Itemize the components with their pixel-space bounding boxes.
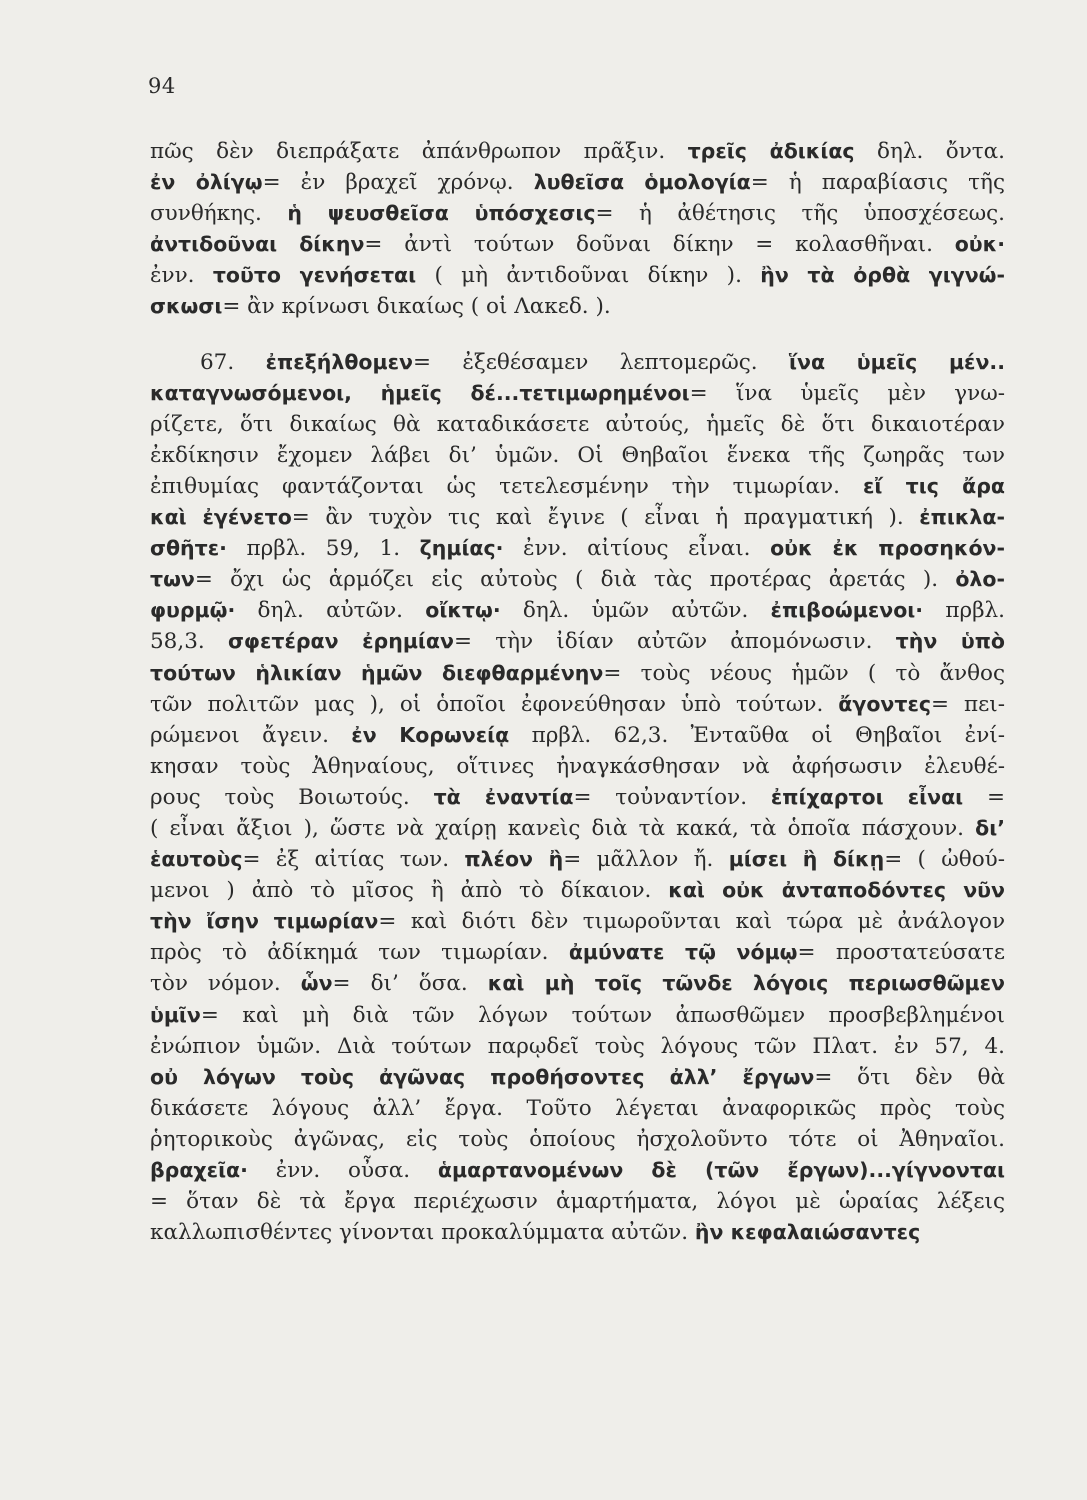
text-line bbox=[150, 136, 1005, 167]
text-line bbox=[150, 1062, 1005, 1093]
lemma-term: ἄγοντες bbox=[838, 691, 932, 716]
text-line bbox=[150, 1186, 1005, 1217]
line-text: δηλ. ὄντα. bbox=[854, 139, 1006, 164]
page-number: 94 bbox=[148, 74, 176, 98]
line-text: = ὅτι δὲν θὰ bbox=[814, 1064, 1005, 1090]
text-line bbox=[150, 968, 1005, 999]
lemma-term: καὶ οὐκ ἀνταποδόντες νῦν bbox=[668, 878, 1005, 903]
line-text: ρους τοὺς Βοιωτούς. bbox=[150, 784, 434, 810]
line-text: = ὄχι ὡς ἁρμόζει εἰς αὐτοὺς ( διὰ τὰς προτέρας ἀρετάς ). bbox=[194, 567, 956, 593]
line-text: = ἐξ αἰτίας των. bbox=[242, 847, 465, 873]
line-text: μενοι ) ἀπὸ τὸ μῖσος ἢ ἀπὸ τὸ δίκαιον. bbox=[150, 878, 669, 904]
text-line bbox=[150, 229, 1005, 260]
lemma-term: ἐπιβοώμενοι· bbox=[770, 598, 924, 623]
line-text: = ἂν κρίνωσι δικαίως ( οἱ Λακεδ. ). bbox=[222, 294, 611, 320]
line-text: κησαν τοὺς Ἀθηναίους, οἵτινες ἠναγκάσθησαν νὰ ἀφήσωσιν ἐλευθέ- bbox=[150, 753, 1005, 779]
line-text: δηλ. ὑμῶν αὐτῶν. bbox=[500, 598, 771, 624]
line-text: ἐπιθυμίας φαντάζονται ὡς τετελεσμένην τὴν τιμωρίαν. bbox=[150, 473, 863, 499]
lemma-term: ἵνα ὑμεῖς μέν.. bbox=[789, 349, 1006, 374]
line-text: = ἵνα ὑμεῖς μὲν γνω- bbox=[689, 380, 1005, 406]
text-line bbox=[150, 1000, 1005, 1031]
text-line bbox=[150, 291, 1005, 322]
lemma-term: τούτων ἡλικίαν ἡμῶν διεφθαρμένην bbox=[150, 660, 604, 685]
line-text: ( μὴ ἀντιδοῦναι δίκην ). bbox=[416, 263, 761, 289]
text-line bbox=[150, 1124, 1005, 1155]
text-line bbox=[150, 658, 1005, 689]
text-line bbox=[150, 689, 1005, 720]
commentary-text bbox=[150, 136, 1005, 1248]
lemma-term: τοῦτο γενήσεται bbox=[212, 263, 417, 288]
lemma-term: σκωσι bbox=[150, 294, 223, 319]
line-text: = τὴν ἰδίαν αὐτῶν ἀπομόνωσιν. bbox=[453, 629, 896, 655]
text-line bbox=[150, 751, 1005, 782]
line-text: ρώμενοι ἄγειν. bbox=[150, 722, 352, 748]
lemma-term: ἐν ὀλίγῳ bbox=[150, 170, 263, 195]
text-line bbox=[150, 1031, 1005, 1062]
line-text: ἐνν. αἰτίους εἶναι. bbox=[503, 536, 771, 562]
line-text: δηλ. αὐτῶν. bbox=[235, 598, 426, 624]
lemma-term: καὶ ἐγένετο bbox=[150, 505, 292, 530]
line-text: = ( ὠθού- bbox=[884, 847, 1005, 873]
lemma-term: των bbox=[150, 567, 195, 592]
line-text: = bbox=[963, 784, 1005, 810]
line-text: = ἡ παραβίασις τῆς bbox=[750, 170, 1005, 196]
lemma-term: βραχεῖα· bbox=[150, 1158, 248, 1182]
text-line bbox=[150, 1217, 1005, 1248]
lemma-term: ὧν bbox=[300, 971, 333, 996]
text-line bbox=[150, 937, 1005, 968]
lemma-term: καὶ μὴ τοῖς τῶνδε λόγοις περιωσθῶμεν bbox=[487, 971, 1005, 996]
line-text: ῥητορικοὺς ἀγῶνας, εἰς τοὺς ὁποίους ἠσχολοῦντο τότε οἱ Ἀθηναῖοι. bbox=[150, 1126, 1005, 1152]
lemma-term: ἐν Κορωνείᾳ bbox=[351, 722, 510, 747]
lemma-term: τὴν ὑπὸ bbox=[895, 629, 1005, 654]
line-text: ἐκδίκησιν ἔχομεν λάβει δι’ ὑμῶν. Οἱ Θηβαῖοι ἕνεκα τῆς ζωηρᾶς των bbox=[150, 442, 1005, 468]
line-text: = ἐν βραχεῖ χρόνῳ. bbox=[262, 170, 534, 196]
paragraph-gap bbox=[150, 323, 1005, 347]
lemma-term: μίσει ἢ δίκῃ bbox=[728, 847, 885, 872]
lemma-term: σθῆτε· bbox=[150, 536, 227, 561]
paragraph-2 bbox=[150, 347, 1005, 1249]
line-text: = καὶ διότι δὲν τιμωροῦνται καὶ τώρα μὲ ἀνάλογον bbox=[378, 909, 1006, 935]
line-text: δικάσετε λόγους ἀλλ’ ἔργα. Τοῦτο λέγεται ἀναφορικῶς πρὸς τοὺς bbox=[150, 1095, 1005, 1121]
text-line bbox=[150, 1093, 1005, 1124]
text-line bbox=[150, 720, 1005, 751]
text-line bbox=[150, 844, 1005, 875]
text-line bbox=[150, 440, 1005, 471]
line-text: ἐνν. bbox=[150, 263, 213, 289]
line-text: πῶς δὲν διεπράξατε ἀπάνθρωπον πρᾶξιν. bbox=[150, 139, 688, 164]
text-line bbox=[150, 471, 1005, 502]
text-line bbox=[150, 533, 1005, 564]
lemma-term: λυθεῖσα ὁμολογία bbox=[533, 170, 751, 195]
text-line bbox=[150, 782, 1005, 813]
line-text: = προστατεύσατε bbox=[797, 940, 1005, 966]
line-text: τῶν πολιτῶν μας ), οἱ ὁποῖοι ἐφονεύθησαν ὑπὸ τούτων. bbox=[150, 691, 839, 717]
lemma-term: ὀλο- bbox=[955, 567, 1005, 592]
text-line bbox=[150, 906, 1005, 937]
text-line bbox=[150, 378, 1005, 409]
lemma-term: ἑαυτοὺς bbox=[150, 847, 243, 872]
line-text: τὸν νόμον. bbox=[150, 971, 301, 997]
lemma-term: ὑμῖν bbox=[150, 1002, 201, 1027]
line-text: = μᾶλλον ἤ. bbox=[563, 847, 729, 873]
lemma-term: ἡ ψευσθεῖσα ὑπόσχεσις bbox=[287, 201, 596, 226]
text-line bbox=[150, 409, 1005, 440]
lemma-term: ἀμύνατε τῷ νόμῳ bbox=[568, 940, 798, 965]
lemma-term: σφετέραν ἐρημίαν bbox=[227, 629, 454, 654]
lemma-term: καταγνωσόμενοι, ἡμεῖς δέ...τετιμωρημένοι bbox=[150, 380, 690, 405]
line-text: ἐνν. οὖσα. bbox=[247, 1158, 438, 1183]
line-text: 58,3. bbox=[150, 629, 228, 655]
line-text: = ἂν τυχὸν τις καὶ ἔγινε ( εἶναι ἡ πραγματική ). bbox=[291, 505, 920, 531]
text-line bbox=[150, 595, 1005, 626]
line-text: συνθήκης. bbox=[150, 201, 288, 227]
line-text: ἐνώπιον ὑμῶν. Διὰ τούτων παρῳδεῖ τοὺς λόγους τῶν Πλατ. ἐν 57, 4. bbox=[150, 1033, 1005, 1059]
line-text: = πει- bbox=[931, 691, 1005, 717]
lemma-term: τὰ ἐναντία bbox=[433, 784, 574, 809]
line-text: πρβλ. 62,3. Ἐνταῦθα οἱ Θηβαῖοι ἐνί- bbox=[509, 722, 1005, 748]
line-text: = ἀντὶ τούτων δοῦναι δίκην = κολασθῆναι. bbox=[364, 232, 955, 258]
line-text: ( εἶναι ἄξιοι ), ὥστε νὰ χαίρῃ κανεὶς διὰ τὰ κακά, τὰ ὁποῖα πάσχουν. bbox=[150, 815, 976, 841]
lemma-term: τὴν ἴσην τιμωρίαν bbox=[150, 909, 379, 934]
text-line bbox=[150, 564, 1005, 595]
text-line bbox=[150, 198, 1005, 229]
lemma-term: εἴ τις ἄρα bbox=[862, 473, 1005, 498]
line-text: = ἐξεθέσαμεν λεπτομερῶς. bbox=[412, 349, 790, 375]
line-text: = τοὐναντίον. bbox=[573, 784, 771, 810]
paragraph-1 bbox=[150, 136, 1005, 323]
line-text: = ὅταν δὲ τὰ ἔργα περιέχωσιν ἁμαρτήματα, λόγοι μὲ ὡραίας λέξεις bbox=[150, 1189, 1005, 1215]
lemma-term: ἢν κεφαλαιώσαντες bbox=[694, 1220, 921, 1245]
lemma-term: δι’ bbox=[975, 815, 1005, 840]
lemma-term: ἐπίχαρτοι εἶναι bbox=[770, 784, 964, 809]
lemma-term: ἐπεξήλθομεν bbox=[265, 349, 413, 374]
text-line bbox=[150, 1155, 1005, 1186]
text-line bbox=[150, 260, 1005, 291]
lemma-term: ἢν τὰ ὀρθὰ γιγνώ- bbox=[760, 263, 1005, 288]
line-text: = τοὺς νέους ἡμῶν ( τὸ ἄνθος bbox=[603, 660, 1005, 686]
line-text: = ἡ ἀθέτησις τῆς ὑποσχέσεως. bbox=[595, 201, 1005, 227]
lemma-term: οὐ λόγων τοὺς ἀγῶνας προθήσοντες ἀλλ’ ἔργων bbox=[150, 1064, 815, 1089]
lemma-term: ἀντιδοῦναι δίκην bbox=[150, 232, 365, 257]
lemma-term: τρεῖς ἀδικίας bbox=[687, 139, 855, 163]
text-line bbox=[150, 347, 1005, 378]
lemma-term: οἴκτῳ· bbox=[425, 598, 501, 623]
lemma-term: οὐκ· bbox=[954, 232, 1005, 257]
lemma-term: φυρμῷ· bbox=[150, 598, 236, 623]
line-text: = καὶ μὴ διὰ τῶν λόγων τούτων ἀπωσθῶμεν προσβεβλημένοι bbox=[200, 1002, 1005, 1028]
lemma-term: οὐκ ἐκ προσηκόν- bbox=[770, 536, 1005, 561]
text-line bbox=[150, 167, 1005, 198]
text-line bbox=[150, 813, 1005, 844]
text-line bbox=[150, 502, 1005, 533]
line-text: ρίζετε, ὅτι δικαίως θὰ καταδικάσετε αὐτούς, ἡμεῖς δὲ ὅτι δικαιοτέραν bbox=[150, 411, 1005, 437]
lemma-term: ζημίας· bbox=[419, 536, 504, 561]
text-line bbox=[150, 875, 1005, 906]
line-text: πρβλ. bbox=[923, 598, 1005, 624]
line-text: = δι’ ὅσα. bbox=[332, 971, 488, 997]
line-text: καλλωπισθέντες γίνονται προκαλύμματα αὐτῶν. bbox=[150, 1220, 695, 1246]
line-text: πρβλ. 59, 1. bbox=[226, 536, 420, 562]
lemma-term: ἐπικλα- bbox=[919, 505, 1005, 530]
lemma-term: πλέον ἢ bbox=[464, 847, 564, 872]
line-text: πρὸς τὸ ἀδίκημά των τιμωρίαν. bbox=[150, 940, 569, 966]
lemma-term: ἁμαρτανομένων δὲ (τῶν ἔργων)...γίγνονται bbox=[437, 1158, 1005, 1182]
text-line bbox=[150, 626, 1005, 657]
line-text: 67. bbox=[200, 349, 266, 375]
